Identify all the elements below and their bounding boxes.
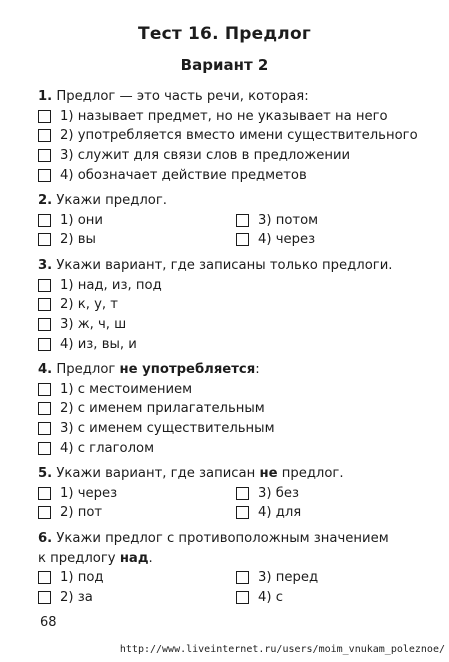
question-number: 3. — [38, 258, 53, 273]
question-text: Укажи вариант, где записан — [52, 466, 260, 481]
question-text-end: предлог. — [277, 466, 344, 481]
option-label: 2) употребляется вместо имени существительного — [60, 128, 418, 144]
option-label: 2) к, у, т — [60, 297, 118, 313]
answer-checkbox[interactable] — [38, 442, 51, 455]
answer-option[interactable] — [236, 484, 436, 504]
answer-checkbox[interactable] — [38, 110, 51, 123]
option-label: 4) с глаголом — [60, 440, 155, 456]
question-text: Предлог — это часть речи, которая: — [52, 89, 309, 104]
question-number: 4. — [38, 362, 53, 377]
answer-checkbox[interactable] — [38, 214, 51, 227]
page-number: 68 — [40, 615, 57, 630]
option-label: 3) ж, ч, ш — [60, 317, 127, 333]
question-4-text — [38, 360, 275, 380]
answer-option[interactable] — [38, 230, 236, 250]
answer-option[interactable] — [236, 568, 436, 588]
question-6-text-line2 — [38, 549, 436, 569]
answer-option[interactable] — [38, 276, 392, 296]
option-label: 3) потом — [258, 212, 319, 228]
question-text-end: . — [148, 550, 153, 566]
answer-checkbox[interactable] — [38, 298, 51, 311]
answer-option[interactable] — [236, 230, 436, 250]
answer-checkbox[interactable] — [38, 318, 51, 331]
answer-option[interactable] — [38, 438, 275, 458]
option-label: 3) без — [258, 485, 299, 501]
answer-checkbox[interactable] — [236, 233, 249, 246]
question-4 — [38, 360, 275, 458]
answer-checkbox[interactable] — [236, 571, 249, 584]
answer-checkbox[interactable] — [38, 338, 51, 351]
question-text: Укажи предлог с противоположным значением — [52, 531, 389, 546]
question-number: 1. — [38, 89, 53, 104]
answer-option[interactable] — [38, 315, 392, 335]
question-emphasis: над — [119, 550, 149, 566]
option-label: 3) с именем существительным — [60, 421, 275, 437]
answer-option[interactable] — [38, 165, 418, 185]
source-url: http://www.liveinternet.ru/users/moim_vnukam_poleznoe/ — [119, 644, 445, 655]
answer-checkbox[interactable] — [38, 487, 51, 500]
answer-option[interactable] — [38, 380, 275, 400]
answer-option[interactable] — [38, 503, 236, 523]
answer-checkbox[interactable] — [38, 129, 51, 142]
question-text-cont: к предлогу — [38, 550, 120, 566]
question-3-text — [38, 256, 392, 276]
question-text-end: : — [255, 362, 260, 377]
answer-checkbox[interactable] — [38, 506, 51, 519]
answer-option[interactable] — [38, 334, 392, 354]
question-6 — [38, 529, 436, 607]
answer-option[interactable] — [38, 568, 236, 588]
question-2 — [38, 191, 436, 250]
question-text: Укажи вариант, где записаны только предлоги. — [52, 258, 393, 273]
answer-checkbox[interactable] — [38, 402, 51, 415]
option-label: 2) с именем прилагательным — [60, 401, 265, 417]
question-number: 6. — [38, 531, 53, 546]
question-emphasis: не — [259, 466, 278, 481]
answer-option[interactable] — [38, 588, 236, 608]
option-label: 1) через — [60, 485, 118, 501]
answer-checkbox[interactable] — [38, 591, 51, 604]
question-3 — [38, 256, 392, 354]
answer-option[interactable] — [38, 399, 275, 419]
question-emphasis: не употребляется — [119, 362, 256, 377]
option-label: 4) с — [258, 590, 283, 606]
option-label: 3) перед — [258, 570, 319, 586]
option-label: 1) они — [60, 212, 103, 228]
option-label: 4) через — [258, 232, 316, 248]
answer-option[interactable] — [38, 146, 418, 166]
question-5-text — [38, 464, 436, 484]
question-1-text — [38, 87, 418, 107]
answer-checkbox[interactable] — [236, 591, 249, 604]
option-label: 1) под — [60, 570, 104, 586]
option-label: 1) называет предмет, но не указывает на него — [60, 108, 388, 124]
question-1 — [38, 87, 418, 185]
answer-option[interactable] — [38, 126, 418, 146]
question-text: Предлог — [52, 362, 120, 377]
question-2-text — [38, 191, 436, 211]
answer-checkbox[interactable] — [236, 214, 249, 227]
test-title: Тест 16. Предлог — [138, 24, 311, 44]
option-label: 2) за — [60, 590, 93, 606]
answer-option[interactable] — [38, 107, 418, 127]
answer-option[interactable] — [38, 211, 236, 231]
answer-option[interactable] — [38, 484, 236, 504]
answer-option[interactable] — [236, 503, 436, 523]
option-label: 3) служит для связи слов в предложении — [60, 148, 351, 164]
answer-checkbox[interactable] — [38, 279, 51, 292]
option-label: 4) обозначает действие предметов — [60, 167, 307, 183]
answer-checkbox[interactable] — [38, 233, 51, 246]
question-5 — [38, 464, 436, 523]
answer-checkbox[interactable] — [236, 487, 249, 500]
question-text: Укажи предлог. — [52, 193, 167, 208]
answer-option[interactable] — [38, 419, 275, 439]
option-label: 4) из, вы, и — [60, 336, 137, 352]
question-number: 2. — [38, 193, 53, 208]
answer-checkbox[interactable] — [38, 383, 51, 396]
answer-option[interactable] — [236, 588, 436, 608]
answer-checkbox[interactable] — [38, 571, 51, 584]
variant-title: Вариант 2 — [180, 56, 269, 74]
question-number: 5. — [38, 466, 53, 481]
option-label: 1) с местоимением — [60, 381, 193, 397]
question-6-text — [38, 529, 436, 549]
option-label: 2) вы — [60, 232, 96, 248]
answer-option[interactable] — [38, 295, 392, 315]
answer-checkbox[interactable] — [236, 506, 249, 519]
option-label: 2) пот — [60, 505, 103, 521]
answer-checkbox[interactable] — [38, 169, 51, 182]
option-label: 1) над, из, под — [60, 277, 162, 293]
answer-checkbox[interactable] — [38, 149, 51, 162]
answer-checkbox[interactable] — [38, 422, 51, 435]
answer-option[interactable] — [236, 211, 436, 231]
option-label: 4) для — [258, 505, 302, 521]
